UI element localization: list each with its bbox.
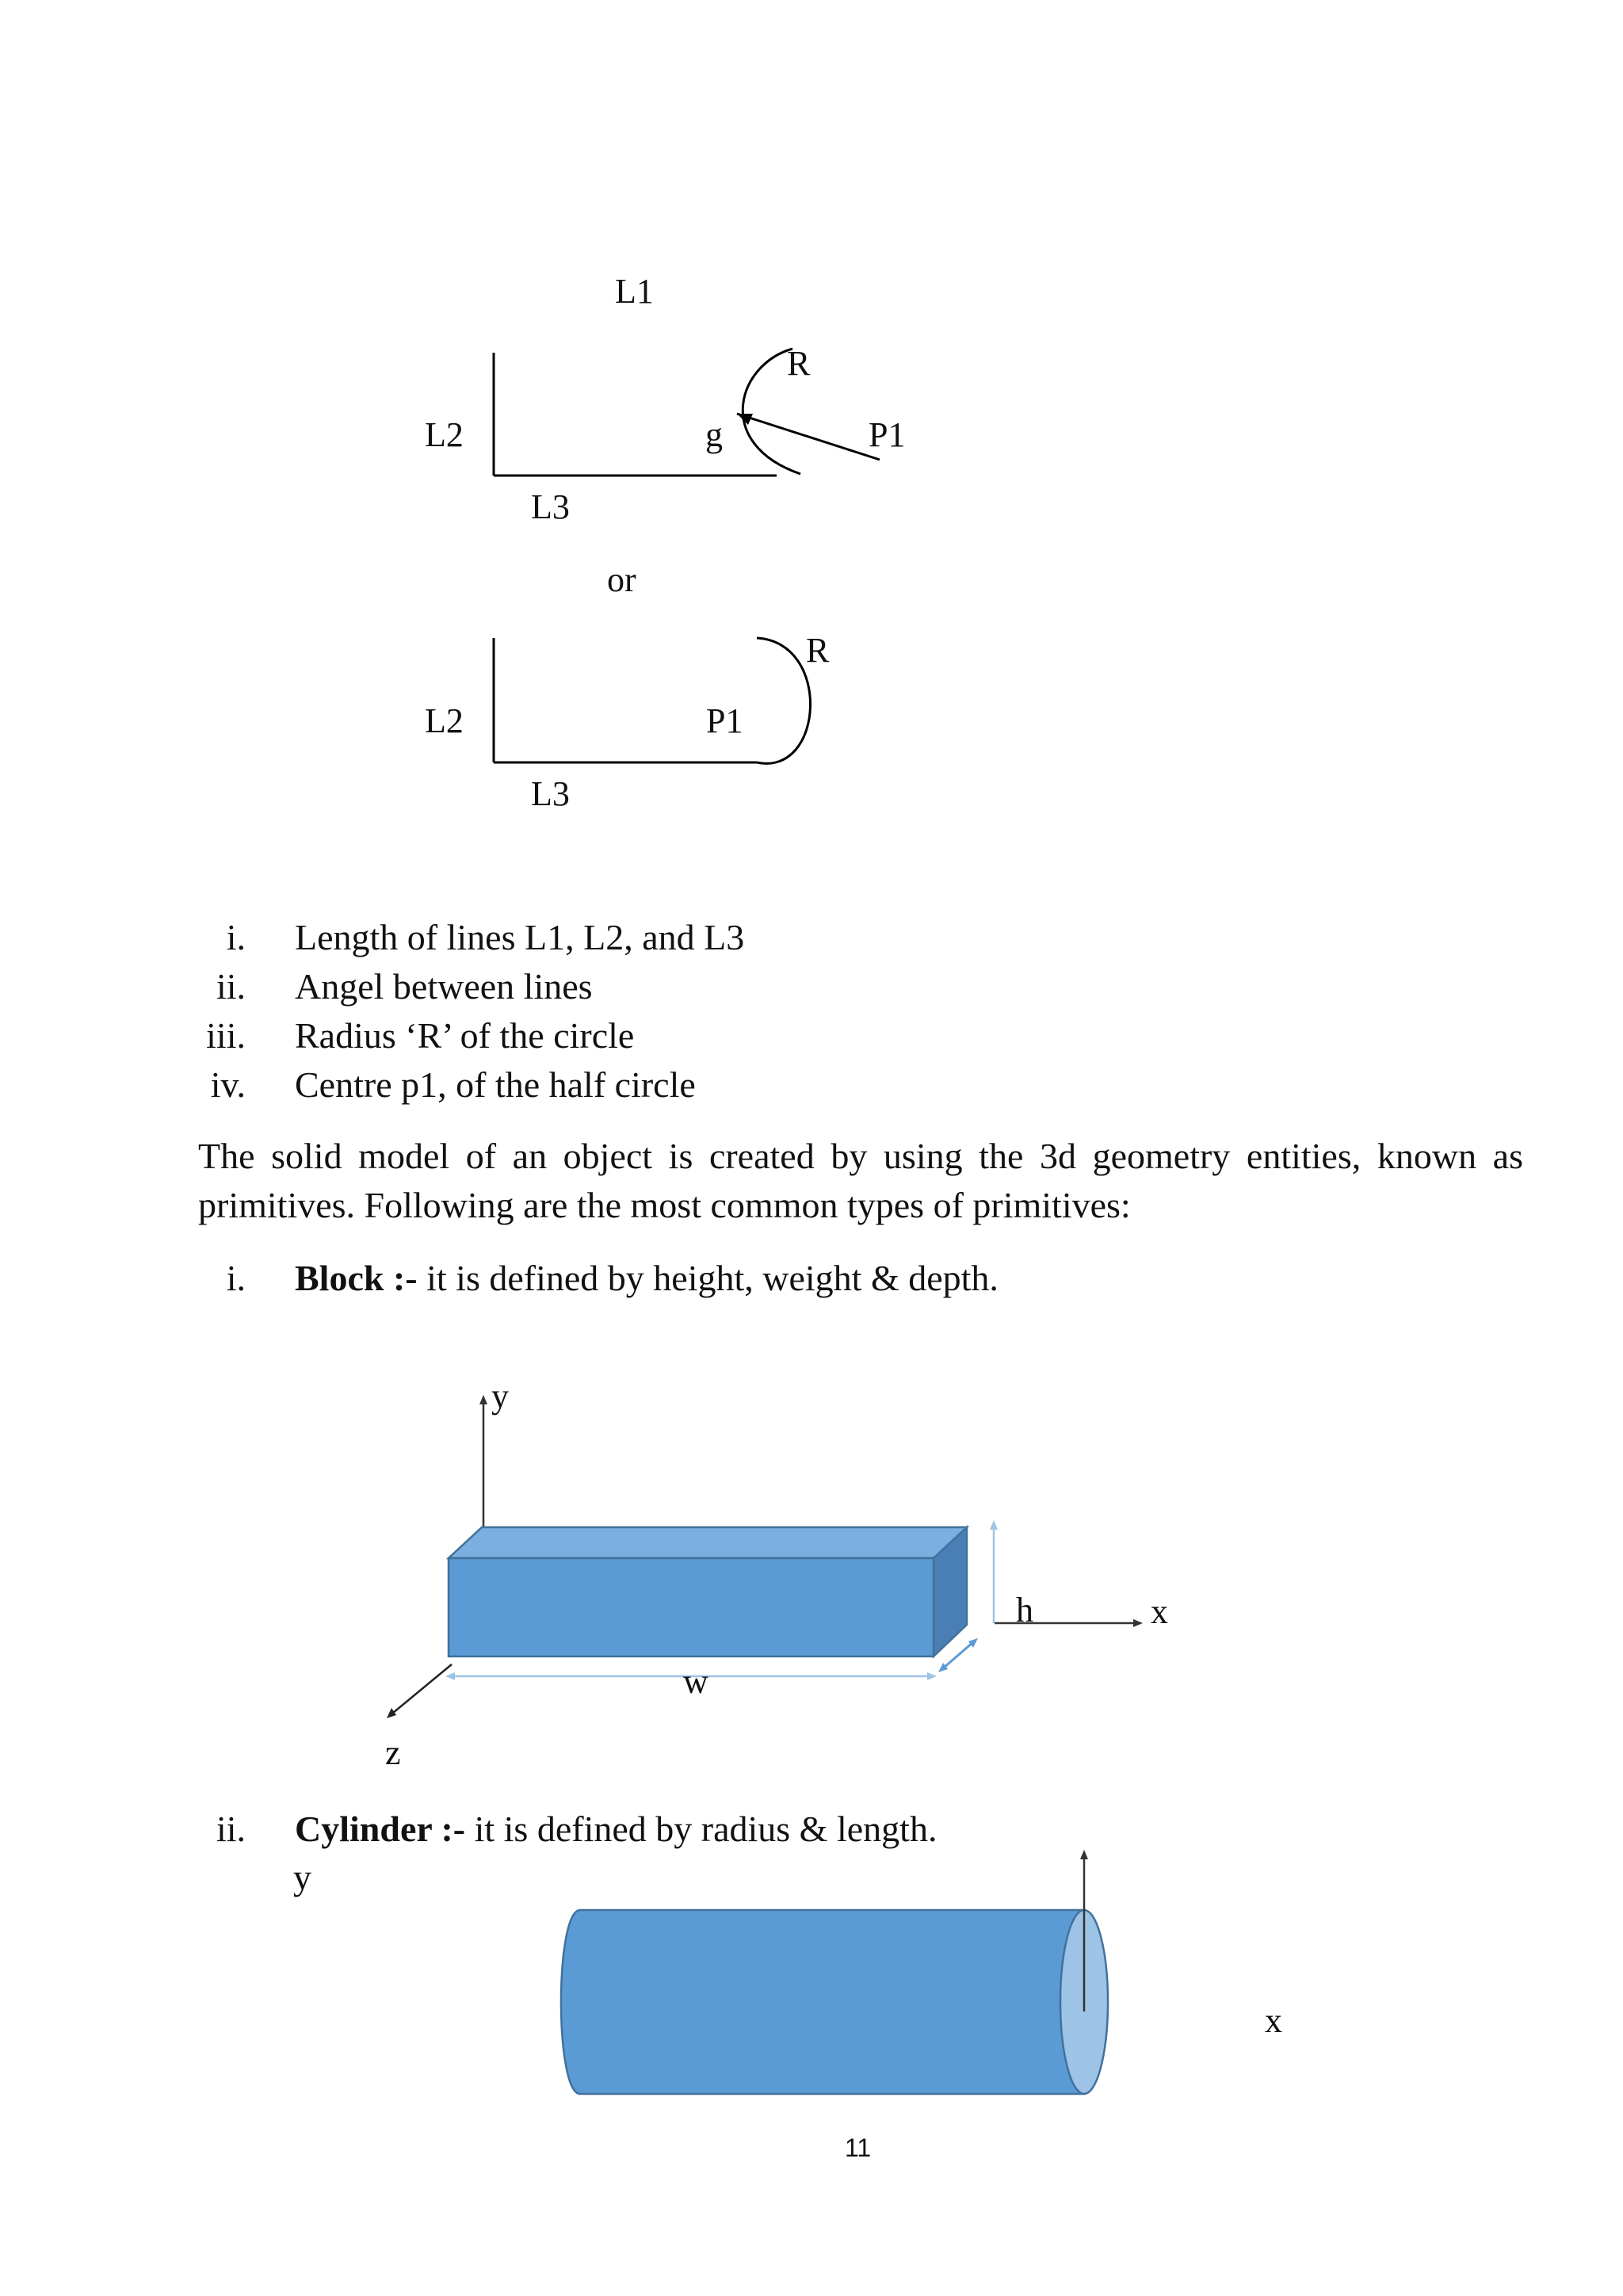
label-l3: L3	[531, 487, 570, 526]
label-r: R	[787, 344, 811, 383]
cylinder-y-arrow	[1080, 1850, 1088, 1859]
label-w: w	[683, 1662, 708, 1701]
label-r-b: R	[806, 631, 830, 670]
label-l3-b: L3	[531, 774, 570, 813]
label-p1: P1	[869, 415, 906, 454]
label-x: x	[1151, 1592, 1168, 1631]
primitive-desc: it is defined by radius & length.	[465, 1809, 938, 1849]
list-number: iv.	[210, 1064, 246, 1105]
list-number: ii.	[216, 966, 246, 1007]
list-text: Centre p1, of the half circle	[295, 1064, 696, 1105]
list-number: iii.	[206, 1015, 246, 1056]
paragraph-line: primitives. Following are the most common types of primitives:	[198, 1185, 1131, 1225]
label-z: z	[385, 1733, 401, 1772]
label-h: h	[1016, 1591, 1033, 1629]
cylinder-label-x: x	[1265, 2001, 1282, 2040]
cylinder-label-y: y	[293, 1857, 311, 1897]
label-l2: L2	[425, 415, 464, 454]
label-g: g	[705, 415, 723, 454]
list-number: i.	[226, 1258, 246, 1298]
paragraph-line: The solid model of an object is created by using the 3d geometry entities, known as	[198, 1136, 1523, 1176]
label-y: y	[491, 1377, 509, 1415]
primitive-desc: it is defined by height, weight & depth.	[417, 1258, 999, 1298]
page-number: 11	[845, 2134, 872, 2162]
label-l2-b: L2	[425, 701, 464, 740]
list-text: Angel between lines	[295, 966, 593, 1007]
list-text: Length of lines L1, L2, and L3	[295, 917, 745, 957]
label-or: or	[607, 560, 636, 599]
cylinder-body	[561, 1910, 1084, 2094]
list-number: i.	[226, 917, 246, 957]
label-p1-b: P1	[706, 701, 743, 740]
primitive-term: Block :-	[295, 1258, 418, 1298]
primitive-term: Cylinder :-	[295, 1809, 466, 1849]
list-text: Radius ‘R’ of the circle	[295, 1015, 635, 1056]
list-number: ii.	[216, 1809, 246, 1849]
label-l1: L1	[615, 272, 654, 311]
